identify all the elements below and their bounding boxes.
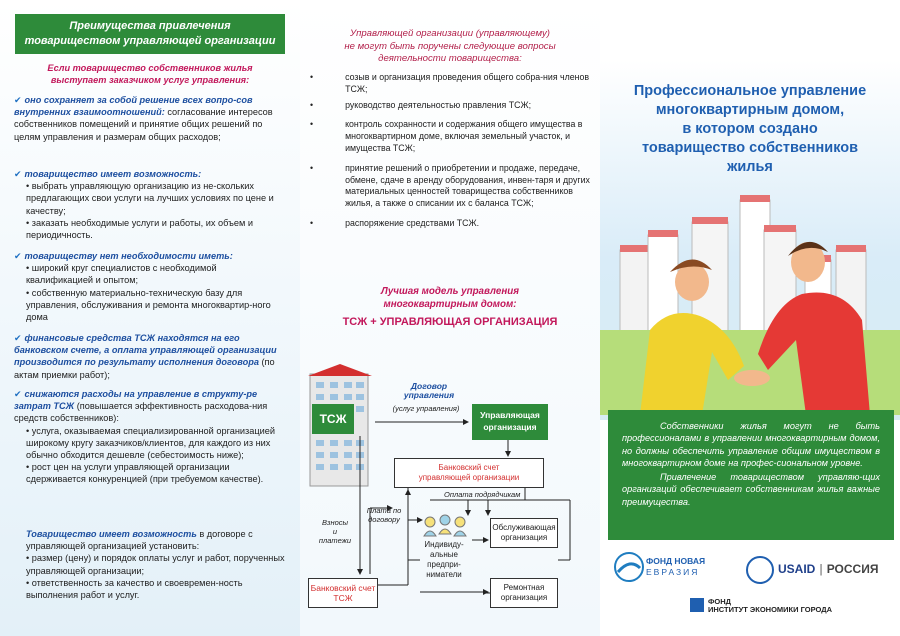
repair-org-box: Ремонтная организация [490,578,558,608]
green-paragraph-1: Собственники жилья могут не быть профессионалами в управлении многоквартирным домом, но должны обеспечить управление общим имуществом в многоквартирном доме на профес-сиональном уровне. [622,421,880,468]
service-org-box: Обслуживающая организация [490,518,558,548]
advantage-1-lead: оно сохраняет за собой решение всех вопро-сов внутренних взаимоотношений: [14,95,253,118]
fond-eurasia-logo: ФОНД НОВАЯ ЕВРАЗИЯ [646,556,706,577]
advantage-6-text: в договоре с управляющей организацией установить: [26,529,253,552]
panel-restrictions-and-model [300,0,600,636]
advantage-1-text: согласование интересов собственников помещений и принятие общих решений по целям управления и размерам общих расходов; [14,107,273,142]
arrow-icon: ✔ [14,169,22,179]
advantage-6-lead: Товарищество имеет возможность [26,529,197,539]
fond-eurasia-logo-icon [614,552,644,582]
arrow-icon: ✔ [14,95,22,105]
cover-green-panel [608,410,894,540]
advantage-5-bullet-1: • услуга, оказываемая специализированной организацией широкому кругу заказчиков/клиентов, для каждого из них обычно обходится дешевле (себестоимость ниже); [26,425,275,461]
contract-sub-label: (услуг управления) [392,404,460,413]
iue-logo-icon [690,598,704,612]
cover-title: Профессиональное управление многоквартирным домом, в котором создано товарищество собственников жилья [633,83,867,175]
restrictions-intro-line-1: Управляющей организации (управляющему) [350,28,550,39]
header-line-1: Преимущества привлечения [69,20,231,32]
advantage-5 [14,388,286,486]
advantages-header [15,14,285,54]
list-item: • принятие решений о приобретении и продаже, передаче, обмене, сдаче в аренду оборудования, инвен-таря и других материальных ценностей товарищества собственников жилья, а также о списании их с баланса ТСЖ; [310,162,590,209]
intro-text [15,62,285,86]
intro-line-2: выступает заказчиком услуг управления: [50,75,250,86]
advantage-3-bullet-1: • широкий круг специалистов с необходимой квалификацией и опытом; [26,263,217,286]
advantage-5-text: (повышается эффективность расходова-ния средств собственников): [14,401,268,424]
individual-entrepreneurs: Индивиду- альные предпри- ниматели [424,540,464,579]
contributions-label: Взносы и платежи [318,518,352,545]
advantage-4-lead: финансовые средства ТСЖ находятся на его банковском счете, а оплата управляющей организации производится по результату исполнения договора [14,333,277,368]
model-formula: ТСЖ + УПРАВЛЯЮЩАЯ ОРГАНИЗАЦИЯ [342,316,558,328]
model-title-line-1: Лучшая модель управления [380,286,520,297]
list-item: • контроль сохранности и содержания общего имущества в многоквартирном доме, включая земельный участок, и имущества ТСЖ; [310,119,583,153]
pay-contractors-label: Оплата подрядчикам [444,490,521,499]
advantage-3-bullet-2: • собственную материально-техническую базу для управления, обслуживания и ремонта многоквартир-ного дома [26,287,271,323]
intro-line-1: Если товарищество собственников жилья [47,63,253,73]
entrepreneurs-icon [424,515,466,536]
iue-logo: ФОНД ИНСТИТУТ ЭКОНОМИКИ ГОРОДА [708,597,832,614]
restrictions-list [310,72,590,230]
advantage-2-bullet-2: • заказать необходимые услуги и работы, их объем и периодичность. [26,217,253,241]
advantage-4-text: (по актам приемки работ); [14,357,275,380]
contract-label: Договор управления [403,381,455,400]
model-title [310,286,590,311]
advantage-1 [14,94,286,143]
bank-tszh-box: Банковский счет ТСЖ [308,578,378,608]
bank-mgmt-box: Банковский счет управляющей организации [394,458,544,488]
header-line-2: товариществом управляющей организации [24,35,276,47]
mgmt-org-box: Управляющая организация [472,404,548,440]
restrictions-intro-line-2: не могут быть поручены следующие вопросы [344,40,556,52]
advantage-5-bullet-2: • рост цен на услуги управляющей организации сдерживается конкуренцией (при требуемом качестве). [26,462,264,485]
advantage-6-bullet-2: • ответственность за качество и своевремен-ность выполнения работ и услуг. [26,577,243,601]
usaid-logo: USAID | РОССИЯ [778,562,879,576]
advantage-3-lead: товариществу нет необходимости иметь: [24,251,233,261]
city-handshake-illustration [600,190,900,415]
advantage-4 [14,332,286,381]
green-paragraph-2: Привлечение товариществом управляю-щих организаций обеспечивает собственникам жилья важные преимущества. [622,472,880,507]
list-item: • руководство деятельностью правления ТСЖ; [310,99,532,110]
tszh-box: ТСЖ [312,404,354,434]
handshake-icon [734,370,770,386]
advantage-2-bullet-1: • выбрать управляющую организацию из не-скольких предлагающих свои услуги на лучших условиях по цене и качеству; [26,181,274,216]
usaid-seal-icon [746,556,774,584]
advantage-2-lead: товарищество имеет возможность: [24,169,202,179]
model-title-line-2: многоквартирным домом: [383,298,517,310]
list-item: • распоряжение средствами ТСЖ. [310,217,480,228]
pay-by-contract-label: Плата по договору [366,506,402,524]
advantage-5-lead: снижаются расходы на управление в структу-ре затрат ТСЖ [14,389,258,412]
panel-cover [600,0,900,636]
list-item: • созыв и организация проведения общего собра-ния членов ТСЖ; [310,72,590,94]
advantage-2 [14,168,286,241]
arrow-icon: ✔ [14,389,22,399]
advantage-6 [14,528,286,601]
arrow-icon: ✔ [14,251,22,261]
advantage-3 [14,250,286,323]
restrictions-intro [310,28,590,66]
arrow-icon: ✔ [14,333,22,343]
advantage-6-bullet-1: • размер (цену) и порядок оплаты услуг и работ, порученных управляющей организации; [26,553,285,576]
restrictions-intro-line-3: деятельности товарищества: [378,53,522,64]
panel-advantages [0,0,300,636]
